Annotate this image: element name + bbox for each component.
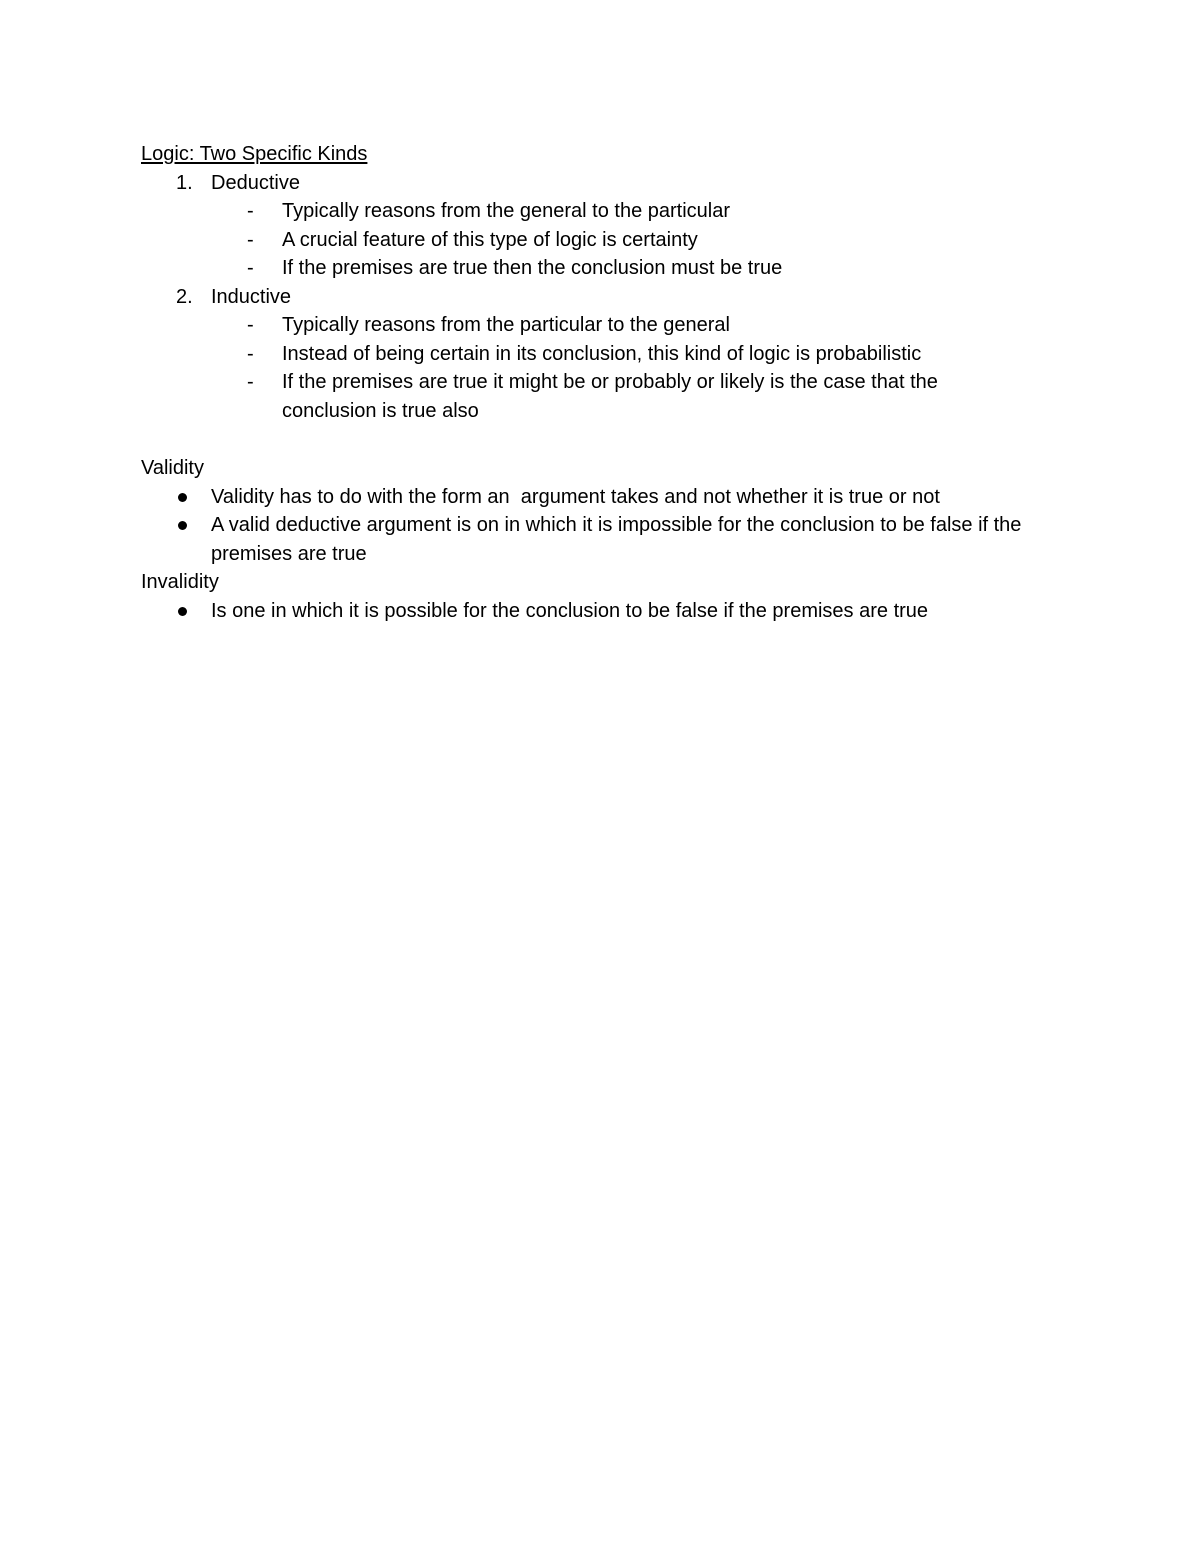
list-item-text: If the premises are true it might be or probably or likely is the case that the conclusion is true also	[282, 371, 938, 422]
list-item	[141, 597, 1071, 626]
list-item	[141, 511, 1071, 568]
dash-marker: -	[247, 371, 254, 393]
list-item-text: Is one in which it is possible for the conclusion to be false if the premises are true	[211, 599, 929, 622]
list-item	[141, 368, 1071, 425]
deductive-points	[141, 197, 1071, 283]
list-item-text: Validity has to do with the form an argument takes and not whether it is true or not	[211, 485, 940, 508]
list-item-text: Instead of being certain in its conclusion, this kind of logic is probabilistic	[282, 342, 922, 365]
invalidity-heading: Invalidity	[141, 571, 219, 593]
list-item	[141, 340, 1071, 369]
list-item-text: Typically reasons from the general to the particular	[282, 200, 730, 222]
bullet-icon	[178, 607, 187, 616]
list-item-label: Inductive	[211, 285, 292, 308]
list-item	[141, 483, 1071, 512]
dash-marker: -	[247, 200, 254, 222]
list-number: 2.	[176, 285, 193, 308]
list-item-text: Typically reasons from the particular to the general	[282, 314, 730, 336]
validity-heading: Validity	[141, 457, 204, 479]
dash-marker: -	[247, 228, 254, 251]
list-item	[141, 197, 1071, 226]
dash-marker: -	[247, 342, 254, 365]
bullet-icon	[178, 521, 187, 530]
bullet-icon	[178, 493, 187, 502]
list-number: 1.	[176, 171, 193, 194]
list-item-inductive	[141, 283, 1071, 312]
document-body	[141, 140, 1071, 625]
dash-marker: -	[247, 314, 254, 336]
dash-marker: -	[247, 257, 254, 279]
list-item-deductive	[141, 169, 1071, 198]
list-item	[141, 311, 1071, 340]
inductive-points	[141, 311, 1071, 425]
list-item-label: Deductive	[211, 171, 300, 194]
list-item-text: A crucial feature of this type of logic is certainty	[282, 228, 698, 251]
document-title: Logic: Two Specific Kinds	[141, 143, 368, 165]
list-item	[141, 226, 1071, 255]
list-item	[141, 254, 1071, 283]
blank-line	[141, 425, 1071, 454]
list-item-text: A valid deductive argument is on in which it is impossible for the conclusion to be false if the premises are true	[211, 514, 1022, 565]
list-item-text: If the premises are true then the conclusion must be true	[282, 257, 783, 279]
